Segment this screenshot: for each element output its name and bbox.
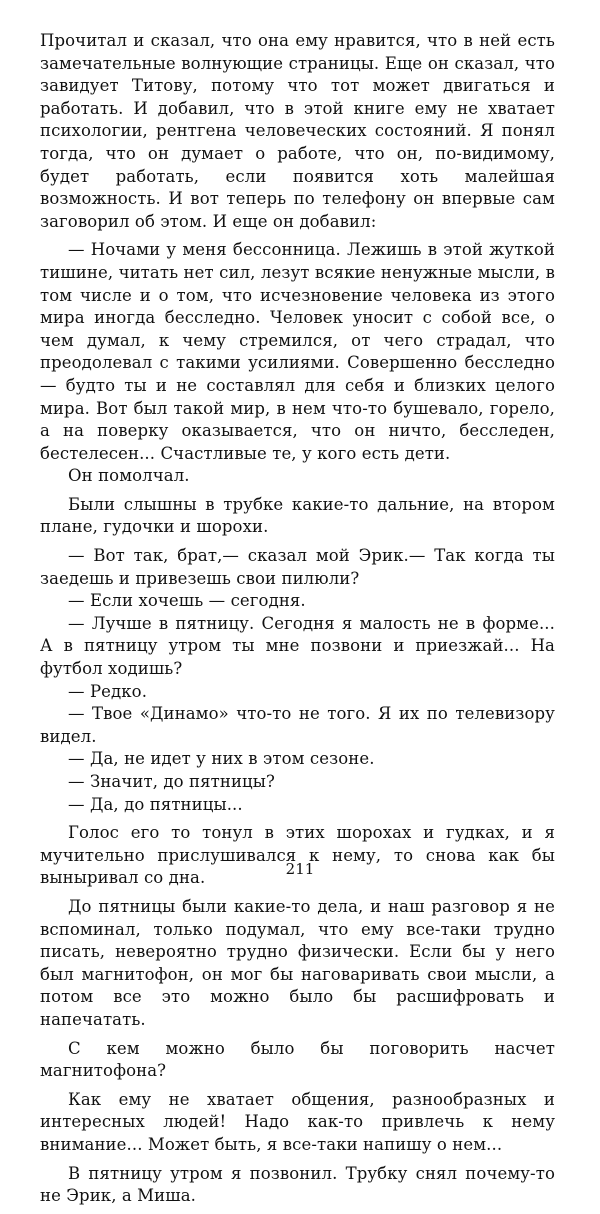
dialogue-line-season: — Да, не идет у них в этом сезоне. (68, 749, 375, 769)
dialogue-line-until-friday: — Да, до пятницы... (68, 794, 243, 814)
paragraph-voice-drowning: Голос его то тонул в этих шорохах и гудках, и я мучительно прислушивался к нему, то снова как бы выныривал со дна. (40, 823, 555, 888)
paragraph-lack-of-contact: Как ему не хватает общения, разнообразных и интересных людей! Надо как-то привлечь к нему внимание... Может быть, я все-таки напишу о нем... (40, 1089, 555, 1154)
page-number: 211 (285, 860, 315, 878)
dialogue-line-rarely: — Редко. (68, 681, 148, 701)
paragraph-paused: Он помолчал. (68, 466, 190, 486)
page-body (40, 30, 555, 1214)
dialogue-line-when-come: — Вот так, брат,— сказал мой Эрик.— Так когда ты заедешь и привезешь свои пилюли? (40, 546, 555, 588)
dialogue-line-today: — Если хочешь — сегодня. (68, 591, 306, 611)
paragraph-tape-recorder-idea: До пятницы были какие-то дела, и наш разговор я не вспоминал, только подумал, что ему все-таки трудно писать, невероятно трудно физически. Если бы у него был магнитофон, он мог бы наговаривать свои мысли, а потом все это можно было бы расшифровать и напечатать. (40, 896, 555, 1029)
paragraph-friday-call: В пятницу утром я позвонил. Трубку снял почему-то не Эрик, а Миша. (40, 1163, 555, 1206)
dialogue-line-until-friday-question: — Значит, до пятницы? (68, 772, 275, 791)
paragraph-phone-noises: Были слышны в трубке какие-то дальние, на втором плане, гудочки и шорохи. (40, 494, 555, 537)
dialogue-line-dynamo: — Твое «Динамо» что-то не того. Я их по телевизору видел. (40, 704, 555, 746)
dialogue-line-friday: — Лучше в пятницу. Сегодня я малость не в форме... А в пятницу утром ты мне позвони и приезжай... На футбол ходишь? (40, 613, 555, 679)
paragraph-reading-response: Прочитал и сказал, что она ему нравится, что в ней есть замечательные волнующие страницы. Еще он сказал, что завидует Титову, потому что тот может двигаться и работать. И добавил, что в этой книге ему не хватает психологии, рентгена человеческих состояний. Я понял тогда, что он думает о работе, что он, по-видимому, будет работать, если появится хоть малейшая возможность. И вот теперь по телефону он впервые сам заговорил об этом. И еще он добавил: (40, 31, 555, 231)
paragraph-who-to-ask: С кем можно было бы поговорить насчет магнитофона? (40, 1038, 555, 1081)
paragraph-insomnia-monologue: — Ночами у меня бессонница. Лежишь в этой жуткой тишине, читать нет сил, лезут всякие ненужные мысли, в том числе и о том, что исчезновение человека из этого мира иногда бесследно. Человек уносит с собой все, о чем думал, к чему стремился, от чего страдал, что преодолевал с такими усилиями. Совершенно бесследно — будто ты и не составлял для себя и близких целого мира. Вот был такой мир, в нем что-то бушевало, горело, а на поверку оказывается, что он ничто, бесследен, бестелесен... Счастливые те, у кого есть дети. (40, 240, 555, 463)
